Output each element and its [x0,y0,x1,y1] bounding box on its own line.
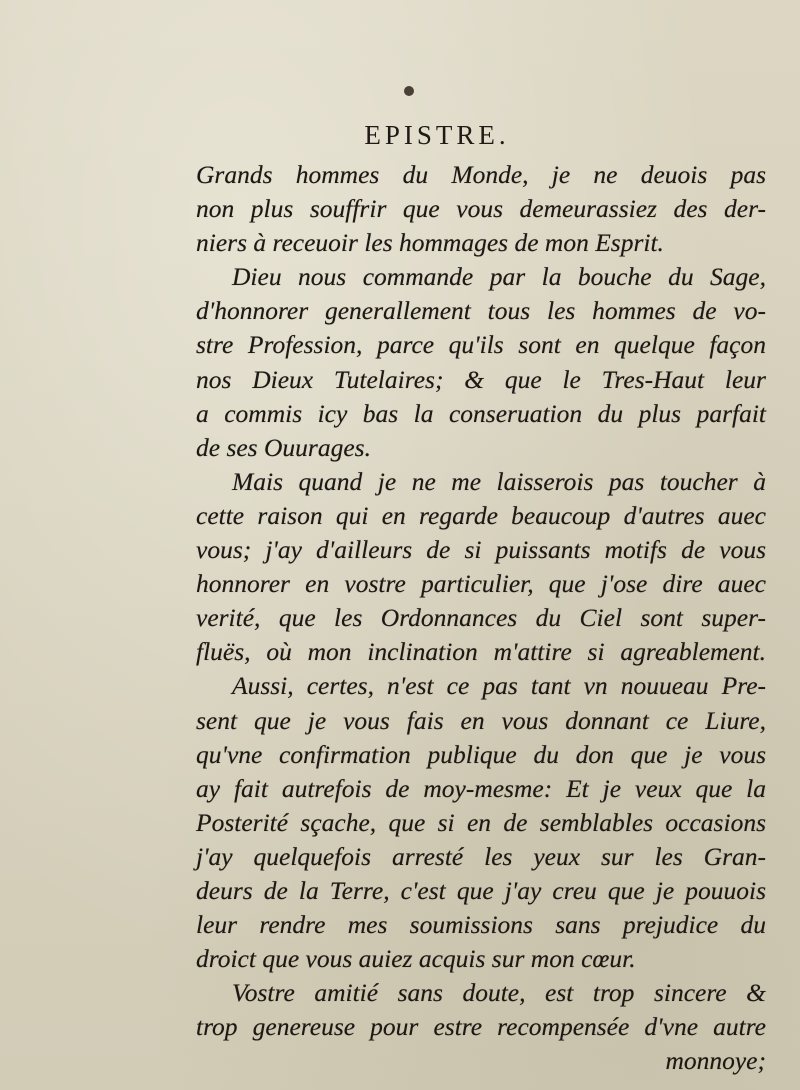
text-line: trop genereuse pour estre recompensée d'vne autre [196,1012,766,1042]
text-line: verité, que les Ordonnances du Ciel sont super- [196,603,766,633]
text-line: Posterité sçache, que si en de semblables occasions [196,807,766,837]
printer-ornament [404,86,414,96]
text-line: d'honnorer generallement tous les hommes de vo- [196,296,766,326]
text-line: deurs de la Terre, c'est que j'ay creu que je pouuois [196,875,766,905]
text-line: Grands hommes du Monde, je ne deuois pas [196,160,766,189]
text-line: ay fait autrefois de moy-mesme: Et je veux que la [196,773,766,803]
text-line: j'ay quelquefois arresté les yeux sur les Gran- [196,841,766,871]
text-line: nos Dieux Tutelaires; & que le Tres-Haut leur [196,364,766,394]
text-line: Aussi, certes, n'est ce pas tant vn nouueau Pre- [232,671,766,701]
text-line: droict que vous auiez acquis sur mon cœur. [196,944,636,974]
text-line: fluës, où mon inclination m'attire si agreablement. [196,637,766,667]
running-head: EPISTRE. [364,120,510,150]
text-line: qu'vne confirmation publique du don que je vous [196,739,766,769]
text-line: Dieu nous commande par la bouche du Sage, [232,262,766,292]
text-line: cette raison qui en regarde beaucoup d'autres auec [196,500,766,530]
text-line: Mais quand je ne me laisserois pas toucher à [232,466,766,496]
text-line: a commis icy bas la conseruation du plus parfait [196,398,766,428]
text-line: vous; j'ay d'ailleurs de si puissants motifs de vous [196,535,766,565]
text-line: sent que je vous fais en vous donnant ce Liure, [196,705,766,735]
text-line: Vostre amitié sans doute, est trop sincere & [232,978,766,1008]
text-line: leur rendre mes soumissions sans prejudice du [196,910,766,940]
catchword: monnoye; [665,1046,766,1076]
text-line: niers à receuoir les hommages de mon Esprit. [196,228,664,258]
text-line: de ses Ouurages. [196,432,371,462]
text-line: non plus souffrir que vous demeurassiez des der- [196,194,766,224]
text-line: honnorer en vostre particulier, que j'ose dire auec [196,569,766,599]
page-text [196,158,766,1079]
text-line: stre Profession, parce qu'ils sont en quelque façon [196,330,766,360]
